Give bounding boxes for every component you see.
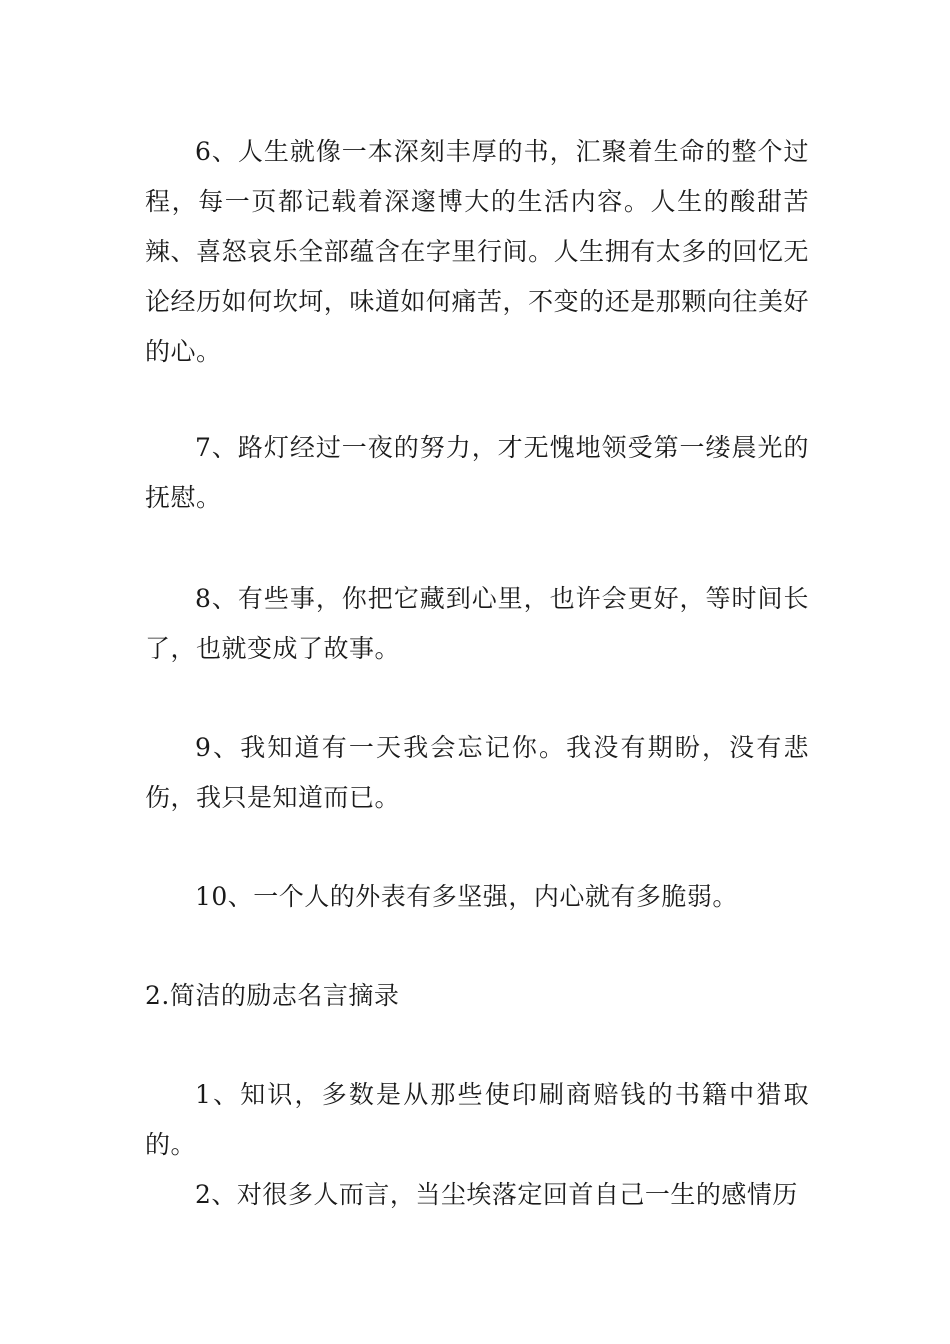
paragraph-8: 8、有些事，你把它藏到心里，也许会更好，等时间长了，也就变成了故事。 — [145, 584, 809, 663]
section-heading: 2.简洁的励志名言摘录 — [145, 981, 400, 1010]
section-paragraph-1: 1、知识，多数是从那些使印刷商赔钱的书籍中猎取的。 — [145, 1080, 809, 1159]
paragraph-6: 6、人生就像一本深刻丰厚的书，汇聚着生命的整个过程，每一页都记载着深邃博大的生活内容。人生的酸甜苦辣、喜怒哀乐全部蕴含在字里行间。人生拥有太多的回忆无论经历如何坎坷，味道如何痛苦，不变的还是那颗向往美好的心。 — [145, 137, 809, 366]
section-paragraph-2: 2、对很多人而言，当尘埃落定回首自己一生的感情历 — [195, 1180, 798, 1209]
paragraph-7: 7、路灯经过一夜的努力，才无愧地领受第一缕晨光的抚慰。 — [145, 433, 809, 512]
paragraph-9: 9、我知道有一天我会忘记你。我没有期盼，没有悲伤，我只是知道而已。 — [145, 733, 809, 812]
paragraph-10: 10、一个人的外表有多坚强，内心就有多脆弱。 — [195, 882, 738, 911]
